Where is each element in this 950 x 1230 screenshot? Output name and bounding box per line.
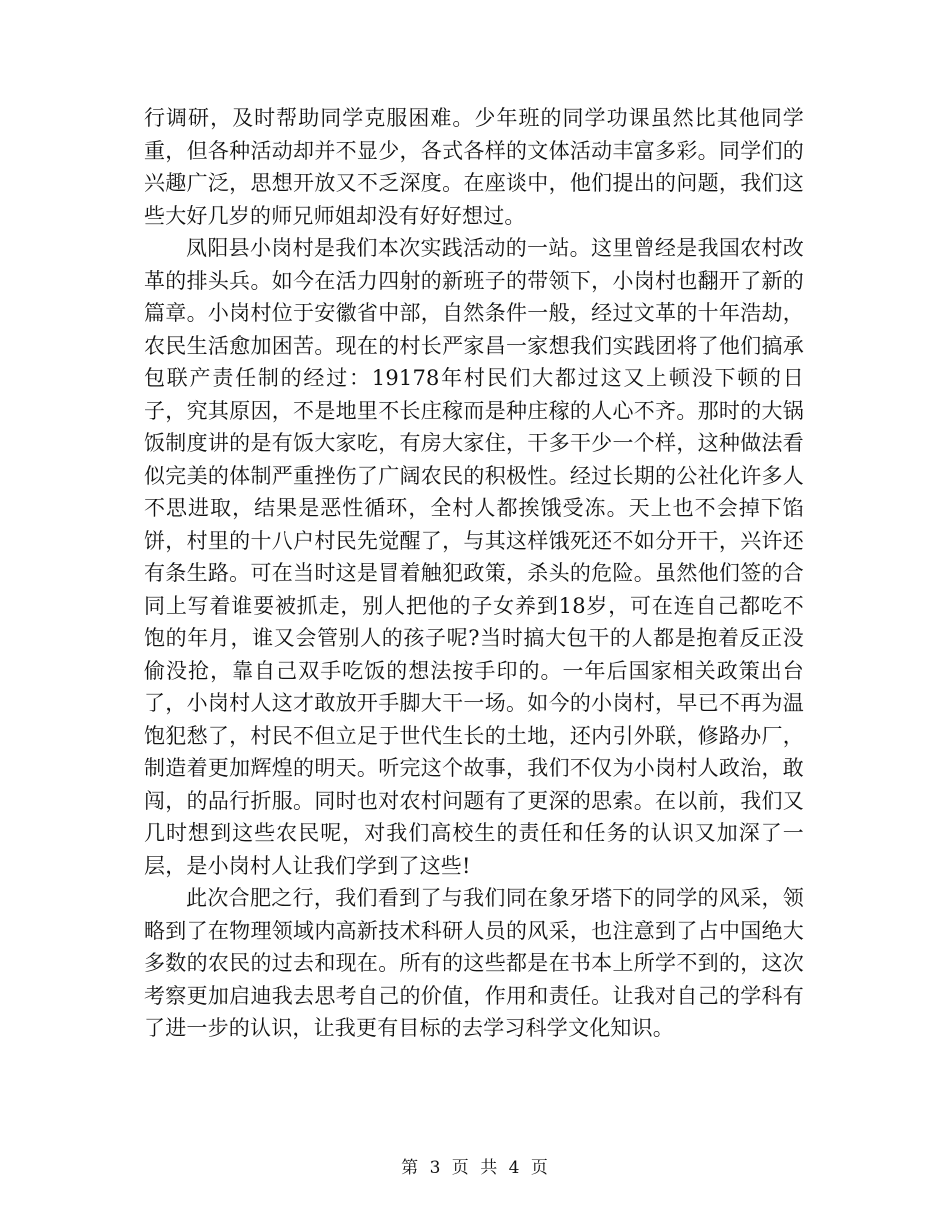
paragraph-xiaogang-village: 凤阳县小岗村是我们本次实践活动的一站。这里曾经是我国农村改革的排头兵。如今在活力四射的新班子的带领下，小岗村也翻开了新的篇章。小岗村位于安徽省中部，自然条件一般，经过文革的十年浩劫，农民生活愈加困苦。现在的村长严家昌一家想我们实践团将了他们搞承包联产责任制的经过：19178年村民们大都过这又上顿没下顿的日子，究其原因，不是地里不长庄稼而是种庄稼的人心不齐。那时的大锅饭制度讲的是有饭大家吃，有房大家住，干多干少一个样，这种做法看似完美的体制严重挫伤了广阔农民的积极性。经过长期的公社化许多人不思进取，结果是恶性循环，全村人都挨饿受冻。天上也不会掉下馅饼，村里的十八户村民先觉醒了，与其这样饿死还不如分开干，兴许还有条生路。可在当时这是冒着触犯政策，杀头的危险。虽然他们签的合同上写着谁要被抓走，别人把他的子女养到18岁，可在连自己都吃不饱的年月，谁又会管别人的孩子呢?当时搞大包干的人都是抱着反正没偷没抢，靠自己双手吃饭的想法按手印的。一年后国家相关政策出台了，小岗村人这才敢放开手脚大干一场。如今的小岗村，早已不再为温饱犯愁了，村民不但立足于世代生长的土地，还内引外联，修路办厂，制造着更加辉煌的明天。听完这个故事，我们不仅为小岗村人政治，敢闯，的品行折服。同时也对农村问题有了更深的思索。在以前，我们又几时想到这些农民呢，对我们高校生的责任和任务的认识又加深了一层，是小岗村人让我们学到了这些! (144, 236, 804, 878)
footer-suffix: 页 (530, 1158, 549, 1178)
footer-prefix: 第 (401, 1158, 420, 1178)
footer-total-word: 共 (480, 1158, 499, 1178)
page-footer (0, 1153, 950, 1178)
paragraph-continuation: 行调研，及时帮助同学克服困难。少年班的同学功课虽然比其他同学重，但各种活动却并不显少，各式各样的文体活动丰富多彩。同学们的兴趣广泛，思想开放又不乏深度。在座谈中，他们提出的问题，我们这些大好几岁的师兄师姐却没有好好想过。 (144, 106, 804, 228)
paragraph-conclusion: 此次合肥之行，我们看到了与我们同在象牙塔下的同学的风采，领略到了在物理领域内高新技术科研人员的风采，也注意到了占中国绝大多数的农民的过去和现在。所有的这些都是在书本上所学不到的，这次考察更加启迪我去思考自己的价值，作用和责任。让我对自己的学科有了进一步的认识，让我更有目标的去学习科学文化知识。 (144, 886, 804, 1040)
footer-total-pages: 4 (508, 1158, 521, 1178)
footer-current-page: 3 (429, 1158, 442, 1178)
footer-page-word: 页 (451, 1158, 470, 1178)
document-body (144, 102, 804, 1045)
